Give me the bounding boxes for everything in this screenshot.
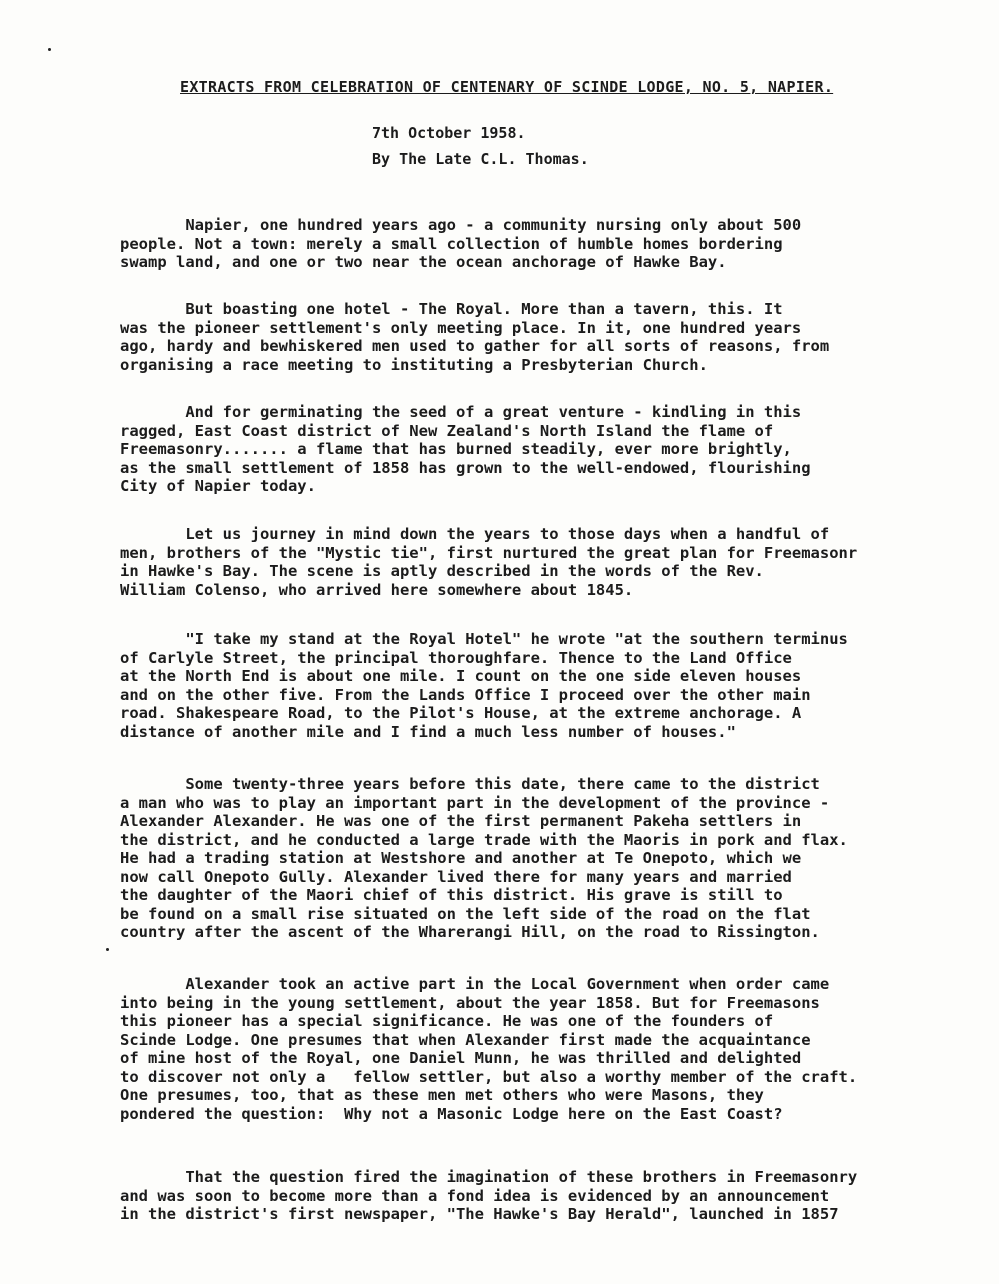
text-line: Scinde Lodge. One presumes that when Alexander first made the acquaintance xyxy=(120,1030,811,1049)
text-line: country after the ascent of the Wharerangi Hill, on the road to Rissington. xyxy=(120,923,820,941)
paragraph xyxy=(120,525,980,599)
text-line: "I take my stand at the Royal Hotel" he wrote "at the southern terminus xyxy=(120,630,848,648)
text-line: a man who was to play an important part in the development of the province - xyxy=(120,793,830,812)
text-line: be found on a small rise situated on the left side of the road on the flat xyxy=(120,904,811,923)
text-line: the daughter of the Maori chief of this district. His grave is still to xyxy=(120,886,783,904)
text-line: at the North End is about one mile. I count on the one side eleven houses xyxy=(120,667,802,685)
text-line: And for germinating the seed of a great venture - kindling in this xyxy=(120,403,802,421)
paragraph xyxy=(120,403,980,496)
text-line: distance of another mile and I find a much less number of houses." xyxy=(120,722,736,741)
paragraph xyxy=(120,630,980,741)
text-line: into being in the young settlement, about the year 1858. But for Freemasons xyxy=(120,993,820,1012)
paragraph xyxy=(120,975,980,1123)
text-line: He had a trading station at Westshore and another at Te Onepoto, which we xyxy=(120,849,802,867)
text-line: Some twenty-three years before this date, there came to the district xyxy=(120,775,820,793)
text-line: Alexander Alexander. He was one of the first permanent Pakeha settlers in xyxy=(120,812,802,830)
text-line: people. Not a town: merely a small collection of humble homes bordering xyxy=(120,234,783,253)
document-byline: By The Late C.L. Thomas. xyxy=(372,150,589,168)
text-line: to discover not only a fellow settler, but also a worthy member of the craft. xyxy=(120,1067,858,1086)
document-title: EXTRACTS FROM CELEBRATION OF CENTENARY OF SCINDE LODGE, NO. 5, NAPIER. xyxy=(180,78,834,96)
text-line: road. Shakespeare Road, to the Pilot's House, at the extreme anchorage. A xyxy=(120,704,802,722)
text-line: William Colenso, who arrived here somewhere about 1845. xyxy=(120,580,634,599)
text-line: was the pioneer settlement's only meeting place. In it, one hundred years xyxy=(120,318,802,337)
text-line: as the small settlement of 1858 has grown to the well-endowed, flourishing xyxy=(120,458,811,477)
text-line: Napier, one hundred years ago - a community nursing only about 500 xyxy=(120,216,802,234)
text-line: organising a race meeting to instituting a Presbyterian Church. xyxy=(120,355,708,374)
text-line: now call Onepoto Gully. Alexander lived there for many years and married xyxy=(120,867,792,886)
paragraph xyxy=(120,1168,980,1224)
text-line: Alexander took an active part in the Local Government when order came xyxy=(120,975,830,993)
text-line: ragged, East Coast district of New Zealand's North Island the flame of xyxy=(120,421,774,440)
text-line: in Hawke's Bay. The scene is aptly described in the words of the Rev. xyxy=(120,562,764,580)
paper-speck xyxy=(48,48,51,51)
paragraph xyxy=(120,775,980,942)
text-line: and was soon to become more than a fond idea is evidenced by an announcement xyxy=(120,1186,830,1205)
document-date: 7th October 1958. xyxy=(372,124,526,142)
text-line: City of Napier today. xyxy=(120,477,316,495)
text-line: ago, hardy and bewhiskered men used to gather for all sorts of reasons, from xyxy=(120,337,830,355)
text-line: swamp land, and one or two near the ocean anchorage of Hawke Bay. xyxy=(120,253,727,271)
text-line: One presumes, too, that as these men met others who were Masons, they xyxy=(120,1086,764,1104)
paragraph xyxy=(120,216,980,272)
text-line: of Carlyle Street, the principal thoroughfare. Thence to the Land Office xyxy=(120,648,792,667)
text-line: and on the other five. From the Lands Office I proceed over the other main xyxy=(120,685,811,704)
paragraph xyxy=(120,300,980,374)
text-line: men, brothers of the "Mystic tie", first nurtured the great plan for Freemasonr xyxy=(120,543,858,562)
text-line: the district, and he conducted a large trade with the Maoris in pork and flax. xyxy=(120,830,848,849)
paper-speck xyxy=(106,948,109,951)
text-line: That the question fired the imagination of these brothers in Freemasonry xyxy=(120,1168,858,1186)
text-line: But boasting one hotel - The Royal. More than a tavern, this. It xyxy=(120,300,783,318)
text-line: Freemasonry....... a flame that has burned steadily, ever more brightly, xyxy=(120,440,792,458)
text-line: of mine host of the Royal, one Daniel Munn, he was thrilled and delighted xyxy=(120,1049,802,1067)
text-line: in the district's first newspaper, "The Hawke's Bay Herald", launched in 1857 xyxy=(120,1205,839,1223)
text-line: Let us journey in mind down the years to those days when a handful of xyxy=(120,525,830,543)
text-line: pondered the question: Why not a Masonic Lodge here on the East Coast? xyxy=(120,1104,783,1123)
text-line: this pioneer has a special significance. He was one of the founders of xyxy=(120,1012,774,1030)
